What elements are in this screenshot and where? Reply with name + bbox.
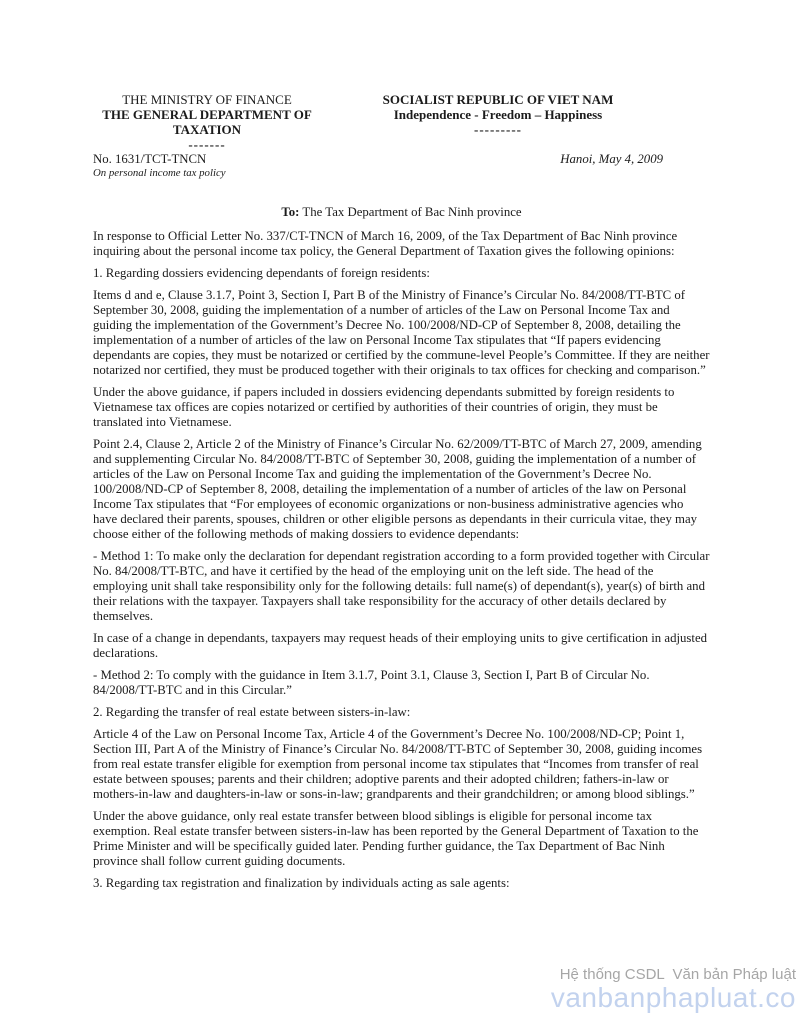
paragraph: Point 2.4, Clause 2, Article 2 of the Ministry of Finance’s Circular No. 62/2009/TT-BTC of March 27, 2009, amending and supplementing Circular No. 84/2008/TT-BTC of September 30, 2008, guiding the implementation of a number of articles of the Law on Personal Income Tax and guiding the implementation of the Government’s Decree No. 100/2008/ND-CP of September 8, 2008, detailing the implementation of a number of articles of the law on Personal Income Tax stipulates that “For employees of economic organizations or non-business administrative agencies who have declared their parents, spouses, children or other eligible persons as dependants in their curricula vitae, they may choose either of the following methods of making dossiers to evidence dependants: (93, 437, 702, 541)
paragraph-method-2: - Method 2: To comply with the guidance in Item 3.1.7, Point 3.1, Clause 3, Section I, Part B of Circular No. 84/2008/TT-BTC and in this Circular.” (93, 668, 650, 697)
letter-body (93, 229, 710, 891)
paragraph-section-1-heading: 1. Regarding dossiers evidencing dependants of foreign residents: (93, 266, 430, 280)
letterhead (0, 0, 800, 152)
site-watermark (551, 966, 796, 1013)
republic-name: SOCIALIST REPUBLIC OF VIET NAM (382, 92, 614, 107)
recipient-line (93, 205, 710, 220)
left-separator: ------- (188, 137, 226, 152)
doc-subject: On personal income tax policy (93, 167, 226, 179)
paragraph-section-3-heading: 3. Regarding tax registration and finalization by individuals acting as sale agents: (93, 876, 510, 890)
recipient-name: The Tax Department of Bac Ninh province (299, 205, 522, 219)
paragraph: Under the above guidance, if papers included in dossiers evidencing dependants submitted by foreign residents to Vietnamese tax offices are copies notarized or certified by authorities of their countries of origin, they must be translated into Vietnamese. (93, 385, 675, 429)
paragraph-method-1: - Method 1: To make only the declaration for dependant registration according to a form provided together with Circular No. 84/2008/TT-BTC, and have it certified by the head of the employing unit on the left side. The head of the employing unit shall take responsibility only for the following details: full name(s) of dependant(s), year(s) of birth and their relations with the taxpayer. Taxpayers shall take responsibility for the accuracy of other details declared by themselves. (93, 549, 710, 623)
national-motto-block (333, 92, 663, 137)
doc-place-date: Hanoi, May 4, 2009 (560, 152, 663, 166)
issuing-agency-block (87, 92, 327, 152)
paragraph: Article 4 of the Law on Personal Income Tax, Article 4 of the Government’s Decree No. 100/2008/ND-CP; Point 1, Section III, Part A of the Ministry of Finance’s Circular No. 84/2008/TT-BTC of September 30, 2008, guiding incomes from real estate transfer eligible for exemption from personal income tax stipulates that “Incomes from transfer of real estate between spouses; parents and their children; adoptive parents and their adopted children; fathers-in-law or mothers-in-law and daughters-in-law or sons-in-law; grandparents and their grandchildren; or among blood siblings.” (93, 727, 703, 801)
paragraph: In case of a change in dependants, taxpayers may request heads of their employing units to give certification in adjusted declarations. (93, 631, 708, 660)
watermark-site-name: vanbanphapluat.co (550, 982, 796, 1013)
ministry-name: THE MINISTRY OF FINANCE (122, 92, 292, 107)
doc-meta-row (93, 152, 663, 167)
watermark-caption: Hệ thống CSDL Văn bản Pháp luật (559, 966, 796, 983)
motto-line: Independence - Freedom – Happiness (393, 107, 603, 122)
paragraph: Items d and e, Clause 3.1.7, Point 3, Section I, Part B of the Ministry of Finance’s Circular No. 84/2008/TT-BTC of September 30, 2008, guiding the implementation of a number of articles of the Law on Personal Income Tax and guiding the implementation of the Government’s Decree No. 100/2008/ND-CP of September 8, 2008, detailing the implementation of a number of articles of the law on Personal Income Tax stipulates that “If papers evidencing dependants are copies, they must be notarized or certified by the commune-level People’s Committee. If they are neither notarized nor certified, they must be produced together with their originals to tax offices for checking and comparison.” (93, 288, 710, 377)
department-name: THE GENERAL DEPARTMENT OF TAXATION (102, 107, 312, 137)
right-separator: --------- (474, 122, 522, 137)
paragraph-section-2-heading: 2. Regarding the transfer of real estate between sisters-in-law: (93, 705, 411, 719)
paragraph: Under the above guidance, only real estate transfer between blood siblings is eligible for personal income tax exemption. Real estate transfer between sisters-in-law has been reported by the General Department of Taxation to the Prime Minister and will be specifically guided later. Pending further guidance, the Tax Department of Bac Ninh province shall follow current guiding documents. (93, 809, 699, 868)
doc-number: No. 1631/TCT-TNCN (93, 152, 207, 166)
paragraph-intro: In response to Official Letter No. 337/CT-TNCN of March 16, 2009, of the Tax Department of Bac Ninh province inquiring about the personal income tax policy, the General Department of Taxation gives the following opinions: (93, 229, 678, 258)
recipient-prefix: To: (281, 205, 300, 219)
